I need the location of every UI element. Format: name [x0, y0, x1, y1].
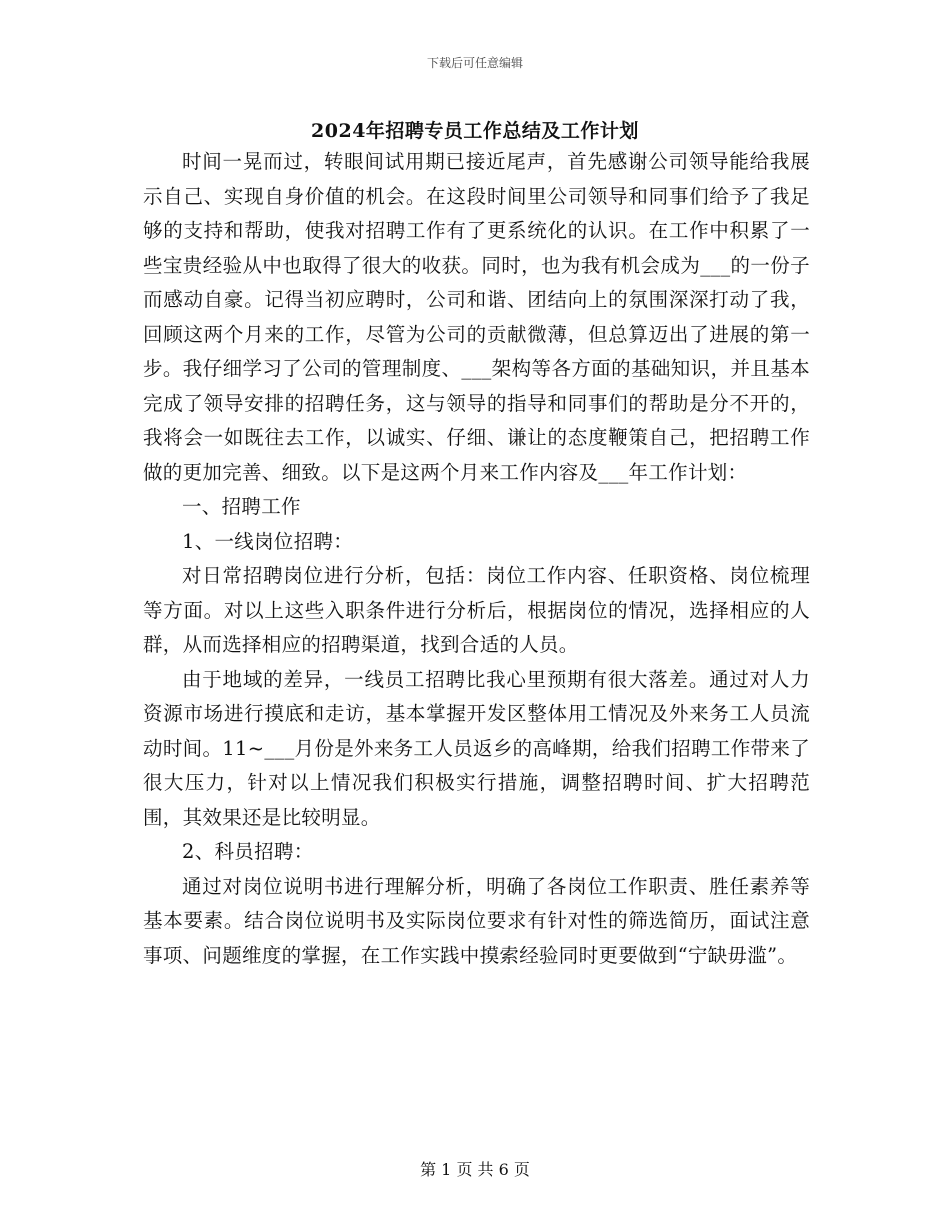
page-header: 下载后可任意编辑 — [426, 56, 523, 70]
section-heading-recruitment: 一、招聘工作 — [182, 495, 301, 518]
paragraph-frontline-analysis: 对日常招聘岗位进行分析，包括：岗位工作内容、任职资格、岗位梳理等方面。对以上这些入职条件进行分析后，根据岗位的情况，选择相应的人群，从而选择相应的招聘渠道，找到合适的人员。 — [143, 564, 810, 656]
page-number: 第 1 页 共 6 页 — [420, 1160, 530, 1179]
subsection-heading-staff: 2、科员招聘： — [182, 840, 314, 863]
paragraph-intro: 时间一晃而过，转眼间试用期已接近尾声，首先感谢公司领导能给我展示自己、实现自身价值的机会。在这段时间里公司领导和同事们给予了我足够的支持和帮助，使我对招聘工作有了更系统化的认识。在工作中积累了一些宝贵经验从中也取得了很大的收获。同时，也为我有机会成为___的一份子而感动自豪。记得当初应聘时，公司和谐、团结向上的氛围深深打动了我，回顾这两个月来的工作，尽管为公司的贡献微薄，但总算迈出了进展的第一步。我仔细学习了公司的管理制度、___架构等各方面的基础知识，并且基本完成了领导安排的招聘任务，这与领导的指导和同事们的帮助是分不开的，我将会一如既往去工作，以诚实、仔细、谦让的态度鞭策自己，把招聘工作做的更加完善、细致。以下是这两个月来工作内容及___年工作计划： — [143, 150, 810, 484]
subsection-heading-frontline: 1、一线岗位招聘： — [182, 529, 354, 553]
paragraph-frontline-regional: 由于地域的差异，一线员工招聘比我心里预期有很大落差。通过对人力资源市场进行摸底和走访，基本掌握开发区整体用工情况及外来务工人员流动时间。11~___月份是外来务工人员返乡的高峰期，给我们招聘工作带来了很大压力，针对以上情况我们积极实行措施，调整招聘时间、扩大招聘范围，其效果还是比较明显。 — [143, 667, 810, 829]
document-body — [143, 145, 810, 973]
paragraph-staff-recruitment: 通过对岗位说明书进行理解分析，明确了各岗位工作职责、胜任素养等基本要素。结合岗位说明书及实际岗位要求有针对性的筛选简历，面试注意事项、问题维度的掌握，在工作实践中摸索经验同时更要做到“宁缺毋滥”。 — [143, 874, 810, 967]
document-title: 2024年招聘专员工作总结及工作计划 — [311, 120, 639, 142]
